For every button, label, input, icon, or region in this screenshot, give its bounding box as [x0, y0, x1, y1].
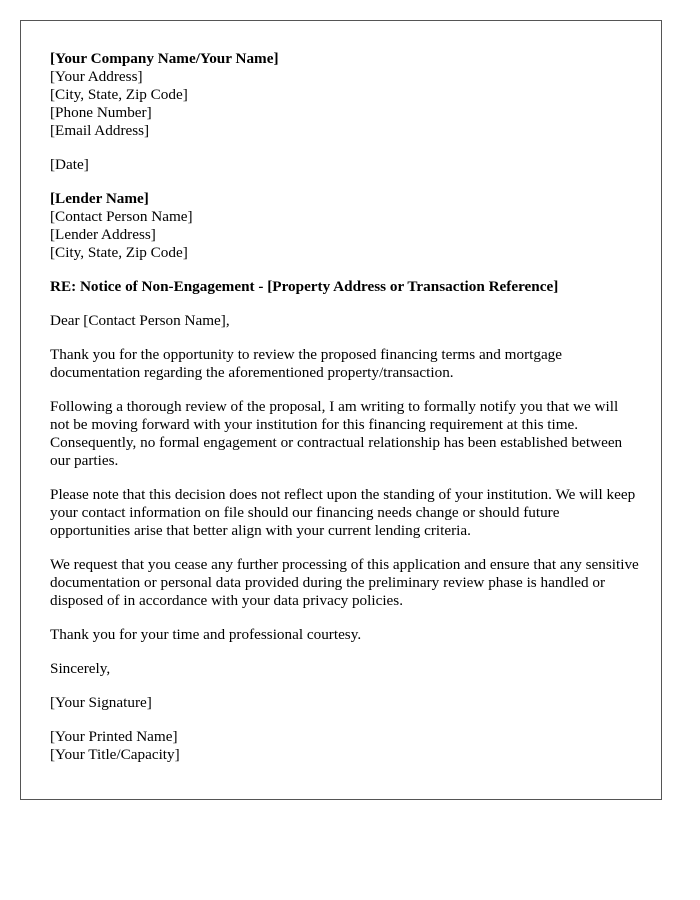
paragraph: Thank you for your time and professional courtesy.	[50, 626, 362, 643]
paragraph: Thank you for the opportunity to review the proposed financing terms and mortgage documentation regarding the aforementioned property/transaction.	[50, 346, 563, 381]
signature: [Your Signature]	[50, 694, 152, 711]
recipient-block	[50, 190, 640, 262]
letter-date: [Date]	[50, 156, 89, 173]
title-capacity: [Your Title/Capacity]	[50, 746, 180, 763]
salutation: Dear [Contact Person Name],	[50, 312, 230, 329]
salutation-block	[50, 312, 640, 330]
letter-page	[20, 20, 662, 800]
lender-address: [Lender Address]	[50, 226, 156, 243]
paragraph: Please note that this decision does not reflect upon the standing of your institution. We will keep your contact information on file should our financing needs change or should future opportunities arise that better align with your current lending criteria.	[50, 486, 636, 539]
sender-block	[50, 50, 640, 140]
subject-line: RE: Notice of Non-Engagement - [Property Address or Transaction Reference]	[50, 278, 559, 295]
sender-email: [Email Address]	[50, 122, 150, 139]
printed-name: [Your Printed Name]	[50, 728, 178, 745]
sender-phone: [Phone Number]	[50, 104, 152, 121]
date-block	[50, 156, 640, 174]
signer-block	[50, 728, 640, 764]
letter-body	[50, 50, 640, 780]
sender-city-state-zip: [City, State, Zip Code]	[50, 86, 188, 103]
closing: Sincerely,	[50, 660, 111, 677]
lender-name: [Lender Name]	[50, 190, 149, 207]
subject-block	[50, 278, 640, 296]
lender-city-state-zip: [City, State, Zip Code]	[50, 244, 188, 261]
signature-block	[50, 694, 640, 712]
closing-block	[50, 660, 640, 678]
contact-person: [Contact Person Name]	[50, 208, 193, 225]
paragraph: We request that you cease any further processing of this application and ensure that any sensitive documentation or personal data provided during the preliminary review phase is handled or disposed of in accordance with your data privacy policies.	[50, 556, 639, 609]
paragraph: Following a thorough review of the proposal, I am writing to formally notify you that we will not be moving forward with your institution for this financing requirement at this time. Consequently, no formal engagement or contractual relationship has been established between our parties.	[50, 398, 623, 469]
sender-address: [Your Address]	[50, 68, 143, 85]
sender-name: [Your Company Name/Your Name]	[50, 50, 279, 67]
